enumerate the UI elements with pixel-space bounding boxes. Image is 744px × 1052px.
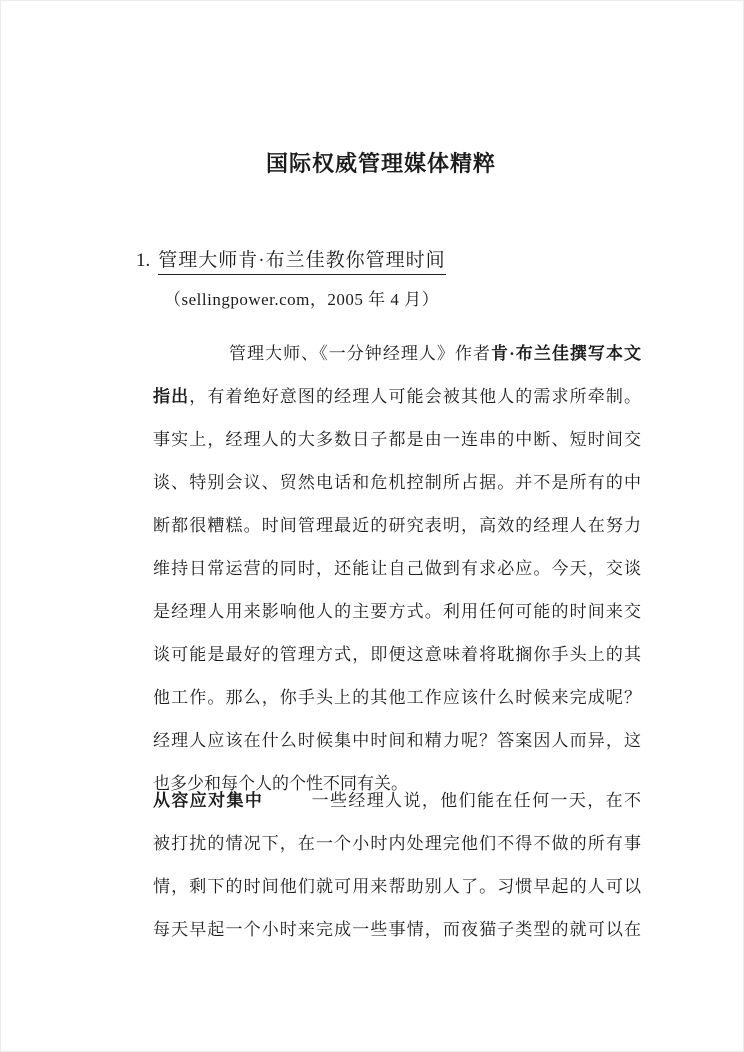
paragraph-calm-focus: [153, 779, 641, 951]
text-segment-bold: 肯·布兰佳撰写本文: [491, 344, 641, 363]
document-title: 国际权威管理媒体精粹: [265, 151, 496, 176]
text-line: 经理人应该在什么时候集中时间和精力呢？答案因人而异，这: [153, 731, 641, 750]
text-line: 每天早起一个小时来完成一些事情，而夜猫子类型的就可以在: [153, 920, 641, 939]
text-line: [153, 332, 641, 375]
source-citation: （sellingpower.com，2005 年 4 月）: [164, 290, 440, 309]
text-line: 断都很糟糕。时间管理最近的研究表明，高效的经理人在努力: [153, 516, 641, 535]
section-heading: [136, 245, 446, 272]
text-segment: 管理大师、《一分钟经理人》作者: [229, 344, 492, 363]
text-line: [153, 779, 641, 822]
text-line: 谈、特别会议、贸然电话和危机控制所占据。并不是所有的中: [153, 473, 641, 492]
text-line: 情，剩下的时间他们就可用来帮助别人了。习惯早起的人可以: [153, 877, 641, 896]
text-line: 事实上，经理人的大多数日子都是由一连串的中断、短时间交: [153, 430, 641, 449]
text-line: 也多少和每个人的个性不同有关。: [153, 774, 408, 793]
paragraph-intro: [153, 332, 641, 805]
text-line: 维持日常运营的同时，还能让自己做到有求必应。今天，交谈: [153, 559, 641, 578]
text-segment: 一些经理人说，他们能在任何一天，在不: [310, 791, 641, 810]
text-line: 是经理人用来影响他人的主要方式。利用任何可能的时间来交: [153, 602, 641, 621]
text-segment-bold: 指出: [153, 387, 190, 406]
run-in-subheading: 从容应对集中: [153, 791, 264, 810]
text-line: 被打扰的情况下，在一个小时内处理完他们不得不做的所有事: [153, 834, 641, 853]
text-line: 谈可能是最好的管理方式，即便这意味着将耽搁你手头上的其: [153, 645, 641, 664]
section-heading-text: 管理大师肯·布兰佳教你管理时间: [158, 250, 445, 275]
text-line: 他工作。那么，你手头上的其他工作应该什么时候来完成呢？: [153, 688, 641, 707]
text-segment: ，有着绝好意图的经理人可能会被其他人的需求所牵制。: [189, 387, 641, 406]
section-number: 1.: [136, 250, 151, 271]
text-line: [153, 375, 641, 418]
